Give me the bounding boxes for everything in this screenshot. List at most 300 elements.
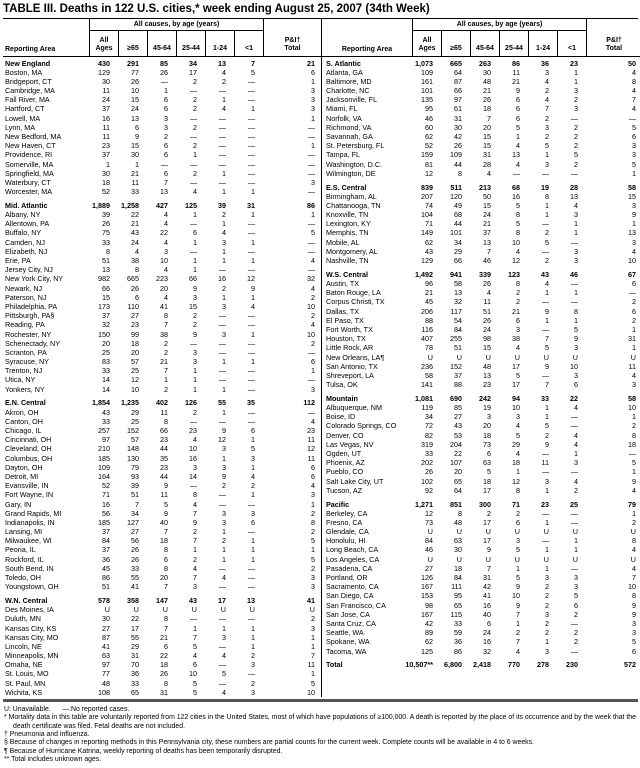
reporting-area-cell: S. Atlantic: [326, 58, 361, 68]
city-row: [322, 440, 640, 449]
reporting-area-cell: South Bend, IN: [5, 563, 54, 573]
value-cell: 22: [160, 651, 168, 661]
value-cell: 7: [164, 177, 168, 187]
value-cell: 16: [483, 600, 491, 610]
reporting-area-cell: Knoxville, TN: [326, 210, 369, 220]
city-row: [3, 293, 321, 302]
value-cell: 15: [131, 141, 139, 151]
reporting-area-cell: Mid. Atlantic: [5, 200, 48, 210]
value-cell: 109: [98, 462, 110, 472]
city-row: [322, 316, 640, 325]
value-cell: 2: [545, 582, 549, 592]
value-cell: 7: [251, 58, 255, 68]
value-cell: —: [570, 279, 578, 288]
value-cell: 167: [421, 582, 433, 592]
value-cell: U: [220, 605, 226, 615]
value-cell: —: [189, 159, 197, 169]
value-cell: 26: [131, 545, 139, 555]
value-cell: 7: [164, 366, 168, 376]
value-cell: 27: [425, 563, 433, 573]
city-row: [3, 132, 321, 141]
value-cell: —: [218, 678, 226, 688]
value-cell: 2: [193, 122, 197, 132]
value-cell: 18: [160, 536, 168, 546]
value-cell: 4: [487, 168, 491, 178]
value-cell: 3: [222, 237, 226, 247]
value-cell: 4: [574, 430, 578, 440]
region-total-row: [3, 596, 321, 605]
value-cell: 2: [545, 132, 549, 141]
value-cell: 1: [251, 210, 255, 220]
value-cell: 26: [131, 283, 139, 293]
reporting-area-cell: Wichita, KS: [5, 687, 43, 697]
group-header-all-causes: All causes, by age (years): [412, 19, 586, 31]
city-row: [3, 114, 321, 123]
value-cell: U: [485, 352, 491, 362]
col-header-45-64: 45-64: [470, 31, 499, 56]
reporting-area-cell: Lexington, KY: [326, 219, 371, 229]
value-cell: 18: [483, 104, 491, 114]
value-cell: 173: [98, 301, 110, 311]
value-cell: 4: [574, 476, 578, 486]
value-cell: 2: [222, 536, 226, 546]
value-cell: 1: [632, 343, 636, 353]
city-row: [322, 628, 640, 637]
value-cell: 120: [450, 191, 462, 201]
value-cell: —: [628, 448, 636, 458]
value-cell: 10: [628, 256, 636, 266]
value-cell: 3: [164, 113, 168, 123]
value-cell: 3: [574, 210, 578, 220]
city-row: [322, 95, 640, 104]
reporting-area-cell: Washington, D.C.: [326, 159, 383, 169]
value-cell: 42: [454, 132, 462, 141]
value-cell: 46: [483, 256, 491, 266]
value-cell: U: [162, 605, 168, 615]
value-cell: 16: [102, 499, 110, 509]
value-cell: 7: [545, 104, 549, 114]
reporting-area-cell: Peoria, IL: [5, 545, 36, 555]
reporting-area-cell: Paterson, NJ: [5, 292, 47, 302]
value-cell: 1: [545, 210, 549, 220]
value-cell: 4: [222, 104, 226, 114]
value-cell: 125: [185, 200, 197, 210]
reporting-area-cell: Portland, OR: [326, 573, 368, 582]
value-cell: —: [218, 113, 226, 123]
value-cell: 33: [102, 416, 110, 426]
value-cell: 1: [222, 407, 226, 417]
reporting-area-cell: Sacramento, CA: [326, 582, 379, 592]
value-cell: 4: [164, 237, 168, 247]
value-cell: 1: [516, 132, 520, 141]
value-cell: 3: [193, 462, 197, 472]
value-cell: U: [630, 527, 636, 537]
value-cell: 20: [454, 467, 462, 477]
value-cell: 6: [193, 228, 197, 238]
reporting-area-cell: Norfolk, VA: [326, 113, 362, 123]
value-cell: 37: [102, 527, 110, 537]
value-cell: 204: [450, 439, 462, 449]
value-cell: 7: [164, 527, 168, 537]
value-cell: —: [541, 508, 549, 518]
value-cell: —: [247, 614, 255, 624]
value-cell: 87: [102, 632, 110, 642]
value-cell: 41: [307, 595, 315, 605]
value-cell: 23: [483, 380, 491, 390]
reporting-area-cell: Memphis, TN: [326, 228, 369, 238]
value-cell: 1: [632, 219, 636, 229]
value-cell: 2: [545, 628, 549, 638]
value-cell: 43: [454, 421, 462, 431]
value-cell: 8: [106, 246, 110, 256]
value-cell: —: [570, 467, 578, 477]
value-cell: 27: [454, 412, 462, 422]
value-cell: 2: [193, 311, 197, 321]
city-row: [3, 555, 321, 564]
right-table-body: [322, 57, 640, 669]
value-cell: 6: [164, 104, 168, 114]
value-cell: 86: [102, 573, 110, 582]
city-row: [322, 132, 640, 141]
value-cell: 9: [632, 609, 636, 619]
value-cell: 16: [102, 113, 110, 123]
value-cell: 5: [545, 421, 549, 431]
value-cell: 23: [131, 320, 139, 330]
value-cell: 278: [537, 660, 549, 670]
value-cell: 54: [454, 315, 462, 325]
value-cell: 149: [421, 228, 433, 238]
value-cell: 18: [512, 458, 520, 468]
reporting-area-cell: Miami, FL: [326, 104, 358, 114]
value-cell: 10: [307, 301, 315, 311]
value-cell: 6: [135, 122, 139, 132]
value-cell: 94: [512, 393, 520, 403]
value-cell: 2: [574, 637, 578, 647]
value-cell: 45: [102, 563, 110, 573]
value-cell: 407: [421, 334, 433, 344]
city-row: [322, 582, 640, 591]
value-cell: 2: [574, 628, 578, 638]
value-cell: 37: [483, 228, 491, 238]
left-table-body: [3, 57, 321, 697]
value-cell: 10: [189, 669, 197, 679]
value-cell: 3: [545, 573, 549, 582]
value-cell: 10: [307, 329, 315, 339]
value-cell: 4: [164, 265, 168, 275]
value-cell: 10: [512, 237, 520, 247]
value-cell: 26: [454, 141, 462, 151]
value-cell: 2: [545, 228, 549, 238]
value-cell: —: [218, 614, 226, 624]
value-cell: 7: [516, 609, 520, 619]
reporting-area-cell: Toledo, OH: [5, 573, 41, 582]
value-cell: 3: [311, 95, 315, 105]
value-cell: 27: [102, 623, 110, 633]
value-cell: 1: [222, 527, 226, 537]
value-cell: 4: [545, 76, 549, 86]
value-cell: 15: [102, 292, 110, 302]
reporting-area-cell: Newark, NJ: [5, 283, 43, 293]
value-cell: 1: [222, 168, 226, 178]
value-cell: 24: [131, 237, 139, 247]
value-cell: 38: [160, 329, 168, 339]
value-cell: 126: [185, 398, 197, 408]
value-cell: 7: [487, 563, 491, 573]
value-cell: 4: [193, 651, 197, 661]
footnote: * Mortality data in this table are voluntarily reported from 122 cities in the United States, most of which have populations of ≥100,000. A death is reported by the place of its occurrence and by the week that the death certificate was filed. Fetal deaths are not included.: [4, 714, 636, 730]
value-cell: 129: [98, 67, 110, 77]
reporting-area-cell: Pasadena, CA: [326, 563, 373, 573]
value-cell: —: [247, 375, 255, 385]
value-cell: 11: [512, 67, 520, 77]
value-cell: 12: [512, 476, 520, 486]
value-cell: 127: [127, 517, 139, 527]
value-cell: 1: [222, 545, 226, 555]
reporting-area-cell: Erie, PA: [5, 256, 31, 266]
value-cell: —: [189, 338, 197, 348]
city-row: [3, 463, 321, 472]
value-cell: 11: [541, 458, 549, 468]
city-row: [322, 104, 640, 113]
value-cell: 4: [164, 210, 168, 220]
value-cell: 25: [131, 416, 139, 426]
value-cell: 13: [628, 228, 636, 238]
value-cell: 9: [632, 476, 636, 486]
reporting-area-cell: Pacific: [326, 499, 350, 509]
value-cell: 152: [450, 361, 462, 371]
value-cell: 4: [222, 651, 226, 661]
value-cell: 1: [251, 329, 255, 339]
value-cell: 2: [545, 430, 549, 440]
value-cell: 26: [425, 467, 433, 477]
value-cell: —: [307, 168, 315, 178]
value-cell: 10: [160, 256, 168, 266]
city-row: [322, 77, 640, 86]
value-cell: 153: [421, 591, 433, 601]
footnote: § Because of changes in reporting methods in this Pennsylvania city, these numbers are partial counts for the current week. Complete counts will be available in 4 to 6 weeks.: [4, 739, 534, 747]
value-cell: 8: [632, 430, 636, 440]
value-cell: 1: [632, 412, 636, 422]
value-cell: 2: [222, 481, 226, 491]
value-cell: 95: [454, 591, 462, 601]
value-cell: 58: [425, 370, 433, 380]
value-cell: 5: [193, 687, 197, 697]
value-cell: —: [189, 86, 197, 96]
value-cell: 7: [487, 113, 491, 123]
value-cell: 21: [160, 632, 168, 642]
reporting-area-cell: Dayton, OH: [5, 462, 43, 472]
value-cell: 6: [487, 618, 491, 628]
value-cell: 300: [479, 499, 491, 509]
value-cell: —: [218, 375, 226, 385]
value-cell: 1,073: [415, 58, 433, 68]
value-cell: U: [514, 554, 520, 564]
city-row: [3, 633, 321, 642]
reporting-area-cell: Phoenix, AZ: [326, 458, 365, 468]
city-row: [322, 486, 640, 495]
city-row: [3, 605, 321, 614]
value-cell: 7: [135, 499, 139, 509]
reporting-area-cell: Pittsburgh, PA§: [5, 311, 55, 321]
value-cell: 1: [222, 256, 226, 266]
reporting-area-cell: Los Angeles, CA: [326, 554, 380, 564]
value-cell: 5: [632, 159, 636, 169]
value-cell: 15: [483, 200, 491, 210]
reporting-area-cell: Corpus Christi, TX: [326, 297, 385, 307]
value-cell: —: [570, 421, 578, 431]
value-cell: 21: [483, 219, 491, 229]
value-cell: 5: [193, 678, 197, 688]
value-cell: 21: [307, 58, 315, 68]
city-row: [3, 238, 321, 247]
value-cell: 79: [131, 462, 139, 472]
value-cell: 5: [222, 669, 226, 679]
value-cell: 1: [632, 168, 636, 178]
value-cell: 1: [251, 292, 255, 302]
value-cell: 31: [483, 573, 491, 582]
value-cell: —: [189, 416, 197, 426]
value-cell: 16: [483, 637, 491, 647]
value-cell: 5: [632, 637, 636, 647]
value-cell: 48: [102, 678, 110, 688]
value-cell: 8: [164, 416, 168, 426]
value-cell: 3: [574, 86, 578, 96]
value-cell: —: [247, 347, 255, 357]
reporting-area-cell: St. Paul, MN: [5, 678, 46, 688]
city-row: [322, 353, 640, 362]
value-cell: 41: [131, 582, 139, 592]
value-cell: 18: [131, 338, 139, 348]
reporting-area-cell: E.S. Central: [326, 182, 367, 192]
value-cell: 44: [160, 471, 168, 481]
value-cell: 1: [574, 536, 578, 546]
value-cell: —: [189, 614, 197, 624]
value-cell: 13: [247, 595, 255, 605]
city-row: [3, 348, 321, 357]
city-row: [322, 68, 640, 77]
value-cell: —: [218, 132, 226, 141]
value-cell: U: [630, 352, 636, 362]
value-cell: 4: [632, 104, 636, 114]
value-cell: 26: [131, 554, 139, 564]
value-cell: 3: [311, 177, 315, 187]
value-cell: 4: [311, 283, 315, 293]
value-cell: 45: [425, 297, 433, 307]
value-cell: 1: [632, 467, 636, 477]
value-cell: 3: [516, 536, 520, 546]
value-cell: 1: [222, 384, 226, 394]
value-cell: 135: [421, 95, 433, 105]
value-cell: 17: [483, 517, 491, 527]
reporting-area-cell: Houston, TX: [326, 334, 366, 344]
value-cell: 4: [632, 563, 636, 573]
value-cell: U: [630, 554, 636, 564]
reporting-area-cell: Tacoma, WA: [326, 646, 367, 656]
value-cell: 18: [102, 177, 110, 187]
value-cell: 29: [131, 641, 139, 651]
value-cell: 152: [127, 426, 139, 435]
value-cell: 8: [164, 678, 168, 688]
value-cell: 3: [574, 582, 578, 592]
value-cell: 2: [193, 76, 197, 86]
reporting-area-cell: Scranton, PA: [5, 347, 47, 357]
value-cell: 1: [311, 113, 315, 123]
reporting-area-cell: Worcester, MA: [5, 187, 52, 197]
city-row: [3, 679, 321, 688]
value-cell: 2: [311, 338, 315, 348]
value-cell: —: [160, 76, 168, 86]
value-cell: 5: [251, 444, 255, 454]
value-cell: 60: [425, 122, 433, 132]
value-cell: 101: [421, 86, 433, 96]
value-cell: U: [572, 527, 578, 537]
reporting-area-cell: Duluth, MN: [5, 614, 41, 624]
value-cell: —: [541, 297, 549, 307]
value-cell: 8: [632, 76, 636, 86]
value-cell: 14: [189, 471, 197, 481]
value-cell: —: [247, 499, 255, 509]
reporting-area-cell: Trenton, NJ: [5, 366, 43, 376]
value-cell: 35: [247, 398, 255, 408]
value-cell: 1: [251, 623, 255, 633]
value-cell: 7: [164, 320, 168, 330]
value-cell: 207: [421, 191, 433, 201]
value-cell: 242: [479, 393, 491, 403]
reporting-area-cell: Canton, OH: [5, 416, 43, 426]
value-cell: 36: [541, 58, 549, 68]
value-cell: 2: [632, 421, 636, 431]
value-cell: 92: [425, 485, 433, 495]
value-cell: 1: [251, 104, 255, 114]
value-cell: 21: [131, 168, 139, 178]
value-cell: 115: [450, 609, 462, 619]
value-cell: 3: [574, 256, 578, 266]
region-total-row: [322, 500, 640, 509]
value-cell: 86: [512, 58, 520, 68]
value-cell: 2: [516, 288, 520, 298]
city-row: [322, 219, 640, 228]
value-cell: 44: [160, 444, 168, 454]
value-cell: 3: [632, 200, 636, 210]
value-cell: —: [218, 490, 226, 500]
city-row: [322, 288, 640, 297]
city-row: [3, 256, 321, 265]
value-cell: —: [247, 320, 255, 330]
value-cell: 1: [164, 375, 168, 385]
value-cell: 6: [574, 600, 578, 610]
value-cell: 33: [131, 563, 139, 573]
value-cell: 52: [102, 481, 110, 491]
value-cell: 64: [454, 485, 462, 495]
value-cell: 2: [222, 283, 226, 293]
value-cell: 3: [311, 573, 315, 582]
city-row: [3, 624, 321, 633]
value-cell: U: [572, 554, 578, 564]
value-cell: 4: [632, 86, 636, 96]
region-total-row: [322, 660, 640, 669]
value-cell: 3: [632, 141, 636, 151]
reporting-area-cell: Fort Worth, TX: [326, 324, 373, 334]
value-cell: —: [628, 113, 636, 123]
value-cell: —: [247, 168, 255, 178]
value-cell: U: [456, 352, 462, 362]
value-cell: 1,854: [92, 398, 110, 408]
value-cell: 16: [189, 453, 197, 463]
value-cell: 37: [454, 370, 462, 380]
value-cell: 3: [574, 458, 578, 468]
value-cell: 9: [545, 361, 549, 371]
value-cell: 2: [311, 508, 315, 518]
